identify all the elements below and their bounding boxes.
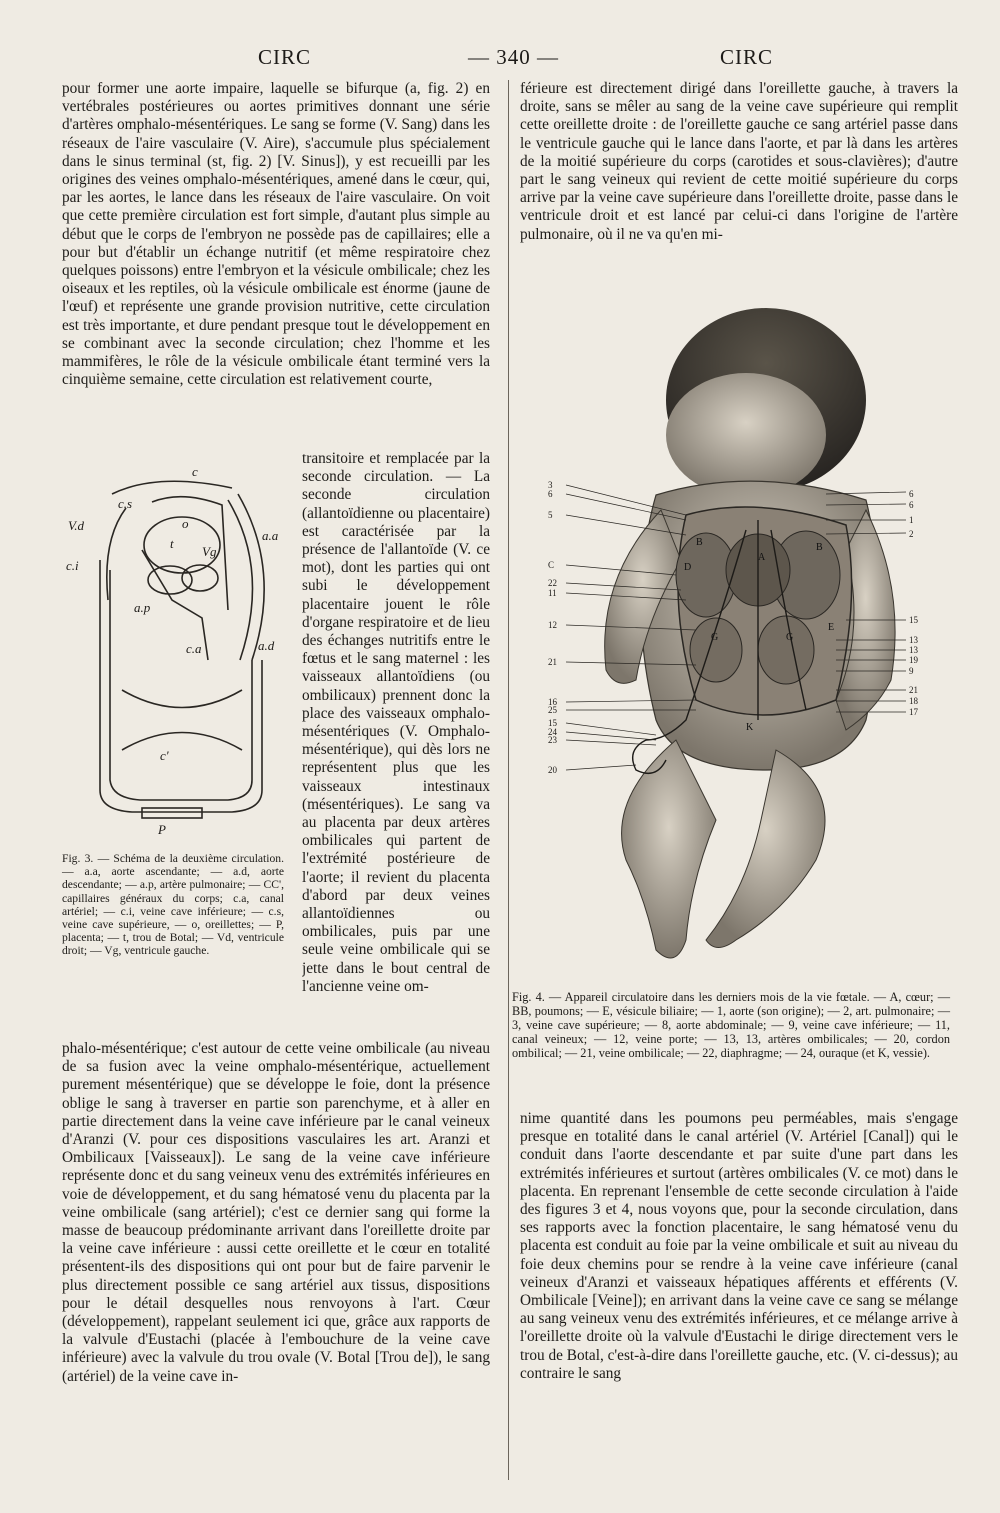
fig4-left-label-6: 12 [548,620,557,630]
fig4-right-label-10: 18 [909,696,918,706]
fig4-organ-label-0: B [696,537,703,548]
fig3-label-ca: c.a [186,641,202,656]
column-divider [508,80,509,1480]
fig4-right-label-9: 21 [909,685,918,695]
fig4-left-label-1: 6 [548,489,553,499]
fig4-left-label-7: 21 [548,657,557,667]
fig4-right-label-8: 9 [909,666,914,676]
fig4-left-label-4: 22 [548,578,557,588]
fig4-right-label-6: 13 [909,645,918,655]
fig4-left-label-8: 16 [548,697,557,707]
fig4-left-label-5: 11 [548,588,557,598]
fig4-left-label-12: 23 [548,735,557,745]
fig3-label-c: c [192,464,198,479]
col1-text-bottom: phalo-mésentérique; c'est autour de cette veine ombilicale (au niveau de sa fusion avec la veine omphalo-mésentérique, actuellement purement mésentérique) que se développe le foie, dont la présence oblige le sang à traverser en partie son parenchyme, et à aller en partie directement dans la veine cave inférieure par le canal veineux d'Aranzi (V. pour ces dispositions vasculaires les art. Aranzi et Ombilicaux [Vaisseaux]). Le sang de la veine cave inférieure représente donc et du sang veineux venu des extrémités inférieures en voie de développement, et du sang hématosé venu du placenta par la veine ombilicale (sang artériel); c'est ce dernier sang qui forme la masse de beaucoup prédominante arrivant dans l'oreillette droite par la veine cave inférieure : aussi cette oreillette et le cœur en totalité présentent-ils des dispositions qui ont pour but de faire parvenir le plus directement possible ce sang artériel aux tissus, dispositions pour le détail desquelles nous renvoyons à l'art. Cœur (développement), rappelant seulement ici que, grâce aux rapports de la valvule d'Eustachi (placée à l'embouchure de la veine cave inférieure) avec la valvule du trou ovale (V. Botal [Trou de]), le sang (artériel) de la veine cave in- [62,1040,490,1385]
fig3-label-p: P [158,822,166,837]
fig3-label-t: t [170,536,174,551]
fig4-right-label-0: 6 [909,489,914,499]
fig3-diagram [62,460,300,838]
fig4-right-label-7: 19 [909,655,918,665]
fig4-left-label-9: 25 [548,705,557,715]
fig3-label-o: o [182,516,189,531]
fig4-right-label-11: 17 [909,707,918,717]
fig4-right-label-5: 13 [909,635,918,645]
fig4-left-label-2: 5 [548,510,553,520]
fig4-organ-label-4: E [828,622,835,633]
header-right: CIRC [720,45,774,69]
fig4-left-label-13: 20 [548,765,557,775]
fig4-right-label-3: 2 [909,529,914,539]
fig4-caption: Fig. 4. — Appareil circulatoire dans les derniers mois de la vie fœtale. — A, cœur; — BB, poumons; — E, vésicule biliaire; — 1, aorte (son origine); — 2, art. pulmonaire; — 3, veine cave supérieure; — 8, aorte abdominale; — 9, veine cave inférieure; — 11, canal veineux; — 12, veine porte; — 13, 13, artères ombilicales; — 20, cordon ombilical; — 21, veine ombilicale; — 22, diaphragme; — 24, ouraque (et K, vessie). [512,990,950,1060]
header-page-number: — 340 — [468,45,559,69]
fig3-label-aa: a.a [262,528,279,543]
fig3-label-ap: a.p [134,600,151,615]
fig4-organ-label-2: B [816,542,823,553]
col1-text-side: transitoire et remplacée par la seconde circulation. — La seconde circulation (allantoïdienne ou placentaire) est caractérisée par la présence de l'allantoïde (V. ce mot), dont les parties qui ont subi le développement placentaire jouent le rôle d'organe respiratoire et de lieu des échanges nutritifs entre le fœtus et le sang maternel : les vaisseaux allantoïdiens (ou ombilicaux) prennent donc la place des vaisseaux omphalo-mésentériques (V. Omphalo-mésentérique), qui dès lors ne représentent plus que les vaisseaux intestinaux (mésentériques). Le sang va au placenta par deux artères ombilicales qui partent de l'extrémité postérieure de l'aorte; il revient du placenta d'abord par deux veines allantoïdiennes ou ombilicales, puis par une seule veine ombilicale qui se jette dans le bout central de l'ancienne veine om- [302,450,490,995]
fig3-label-ci: c.i [66,558,79,573]
fig4-organ-label-1: A [758,552,766,563]
col2-text-bottom: nime quantité dans les poumons peu perméables, mais s'engage presque en totalité dans le canal artériel (V. Artériel [Canal]) qui le conduit dans l'aorte descendante et par suite d'une part dans les extrémités inférieures et surtout (artères ombilicales (V. ce mot) dans le placenta. En reprenant l'ensemble de cette seconde circulation à l'aide des figures 3 et 4, nous voyons que, pour la seconde circulation, dans ses rapports avec la fonction placentaire, le sang hématosé venu du placenta est conduit au foie par la veine ombilicale et suit au niveau du foie deux chemins pour se rendre à la veine cave inférieure (canal veineux d'Aranzi et vaisseaux hépatiques afférents et efférents (V. Ombilicale [Veine]); en arrivant dans la veine cave ce sang se mélange au sang veineux venu des extrémités inférieures, et ce mélange arrive à l'oreillette droite où la valvule d'Eustachi le dirige directement vers le trou de Botal, c'est-à-dire dans l'oreillette gauche, etc. (V. ci-dessus); au contraire le sang [520,1110,958,1382]
fig3-label-cprime: c' [160,748,169,763]
fig4-organ-label-6: G [786,632,794,643]
fig3-label-ad: a.d [258,638,275,653]
col1-text-top: pour former une aorte impaire, laquelle se bifurque (a, fig. 2) en vertébrales postérieures ou aortes primitives donnant une série d'artères omphalo-mésentériques. Le sang se forme (V. Sang) dans les réseaux de l'aire vasculaire (V. Aire), s'accumule plus spécialement dans le sinus terminal (st, fig. 2) [V. Sinus]), y est recueilli par les origines des veines omphalo-mésentériques, amené dans le cœur, qui, par les aortes, le lance dans les réseaux de l'aire vasculaire. On voit que cette première circulation est fort simple, d'autant plus simple au début que le corps de l'embryon ne possède pas de capillaires; elle a pour but d'établir un échange nutritif (et même respiratoire chez quelques poissons) entre l'embryon et la vésicule ombilicale; chez les oiseaux et les reptiles, où la vésicule ombilicale est énorme (jaune de l'œuf) et représente une grande provision nutritive, cette circulation est très importante, et dure pendant presque tout le développement en se combinant avec la seconde circulation; chez l'homme et les mammifères, le rôle de la vésicule ombilicale étant terminé vers la cinquième semaine, cette circulation est relativement courte, [62,80,490,389]
fig4-organ-label-5: G [711,632,719,643]
fig4-left-label-0: 3 [548,480,553,490]
fig4-left-label-10: 15 [548,718,557,728]
fig3-label-cs: c.s [118,496,133,511]
fig4-right-label-4: 15 [909,615,918,625]
fig4-left-label-11: 24 [548,727,557,737]
fig4-right-label-2: 1 [909,515,914,525]
col2-text-top: férieure est directement dirigé dans l'oreillette gauche, à travers la droite, sans se mêler au sang de la veine cave supérieure qui remplit cette oreillette droite : de l'oreillette gauche ce sang artériel passe dans le ventricule gauche qui le lance dans l'aorte, et par là dans les artères de la moitié supérieure du corps (carotides et sous-clavières); d'autre part le sang veineux qui revient de cette moitié supérieure du corps arrive par la veine cave supérieure dans l'oreillette droite, passe dans le ventricule droit et est lancé par celui-ci dans l'origine de l'artère pulmonaire, où il ne va qu'en mi- [520,80,958,243]
fig3-caption: Fig. 3. — Schéma de la deuxième circulation. — a.a, aorte ascendante; — a.d, aorte descendante; — a.p, artère pulmonaire; — CC', capillaires généraux du corps; c.a, canal artériel; — c.i, veine cave inférieure; — c.s, veine cave supérieure, — o, oreillettes; — P, placenta; — t, trou de Botal; — Vd, ventricule droit; — Vg, ventricule gauche. [62,852,284,958]
fig4-organ-label-3: D [684,562,692,573]
fig4-organ-label-7: K [746,722,754,733]
fig3-label-vd: V.d [68,518,85,533]
fig4-illustration [546,300,946,980]
header-left: CIRC [258,45,312,69]
fig4-right-label-1: 6 [909,500,914,510]
fig4-left-label-3: C [548,560,555,570]
fig3-label-vg: Vg [202,544,217,559]
